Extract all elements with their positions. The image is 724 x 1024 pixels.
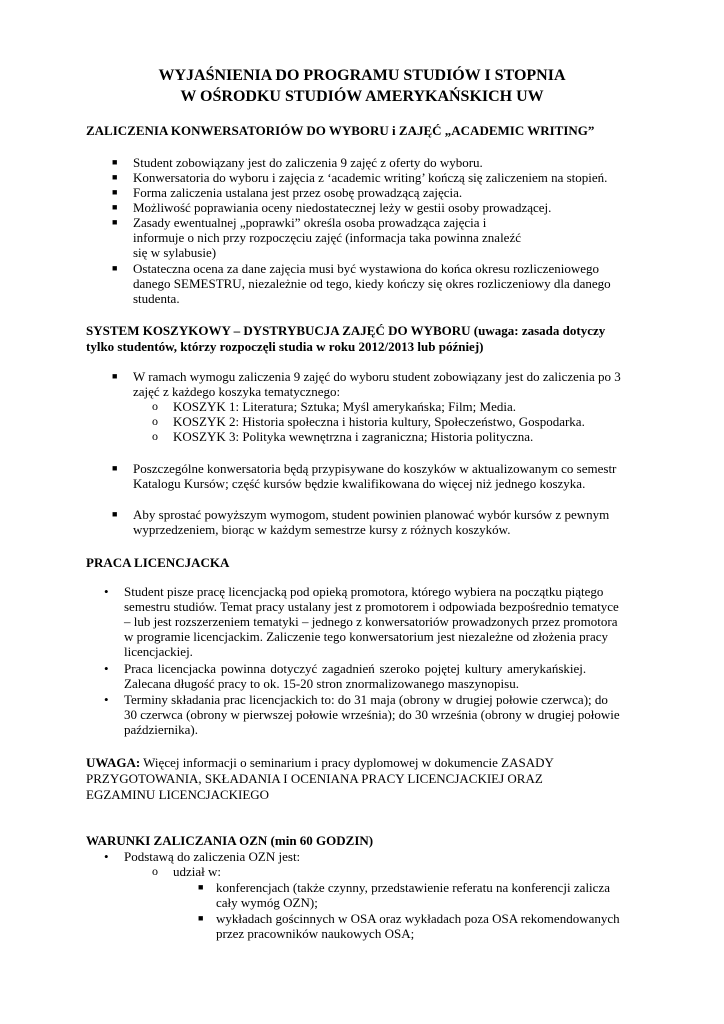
section-heading-electives: ZALICZENIA KONWERSATORIÓW DO WYBORU i ZAJĘĆ „ACADEMIC WRITING” [86, 123, 595, 138]
list-item-text: Poszczególne konwersatoria będą przypisywane do koszyków w aktualizowanym co semestr [133, 461, 617, 476]
round-bullet-icon: • [104, 849, 109, 864]
square-bullet-icon: ■ [112, 509, 118, 519]
document-title-line-2: W OŚRODKU STUDIÓW AMERYKAŃSKICH UW [180, 88, 544, 105]
square-bullet-icon: ■ [112, 371, 118, 381]
list-item-text: semestru studiów. Temat pracy ustalany jest z promotorem i odpowiada bezpośrednio tematyce [124, 599, 619, 614]
basket-item: KOSZYK 2: Historia społeczna i historia kultury, Społeczeństwo, Gospodarka. [173, 414, 585, 429]
list-item-text: Konwersatoria do wyboru i zajęcia z ‘academic writing’ kończą się zaliczeniem na stopień. [133, 170, 608, 185]
list-item-text: cały wymóg OZN); [216, 895, 318, 910]
square-bullet-icon: ■ [112, 463, 118, 473]
list-item-text: studenta. [133, 291, 180, 306]
list-item-text: Katalogu Kursów; część kursów będzie kwalifikowana do więcej niż jednego koszyka. [133, 476, 586, 491]
square-bullet-icon: ■ [198, 913, 204, 923]
list-item-text: w programie licencjackim. Zaliczenie tego konwersatorium jest niezależne od złożenia pracy [124, 629, 609, 644]
note-paragraph-line-2: PRZYGOTOWANIA, SKŁADANIA I OCENIANA PRACY LICENCJACKIEJ ORAZ [86, 771, 543, 786]
list-item-text: się w sylabusie) [133, 245, 217, 260]
round-bullet-icon: • [104, 661, 109, 676]
list-item-text: zajęć z każdego koszyka tematycznego: [133, 384, 341, 399]
list-item-text: Forma zaliczenia ustalana jest przez osobę prowadzącą zajęcia. [133, 185, 463, 200]
circle-bullet-icon: o [152, 414, 158, 428]
square-bullet-icon: ■ [112, 263, 118, 273]
list-item-text: udział w: [173, 864, 222, 879]
list-item-text: Zalecana długość pracy to ok. 15-20 stron znormalizowanego maszynopisu. [124, 676, 519, 691]
list-item-text: Ostateczna ocena za dane zajęcia musi być wystawiona do końca okresu rozliczeniowego [133, 261, 599, 276]
circle-bullet-icon: o [152, 429, 158, 443]
list-item-text: Zasady ewentualnej „poprawki” określa osoba prowadząca zajęcia i [133, 215, 487, 230]
list-item-text: 30 czerwca (obrony w pierwszej połowie września); do 30 września (obrony w drugiej połowie [124, 707, 620, 722]
note-paragraph-line-1 [86, 755, 554, 770]
section-heading-baskets-line-1: SYSTEM KOSZYKOWY – DYSTRYBUCJA ZAJĘĆ DO WYBORU (uwaga: zasada dotyczy [86, 323, 606, 338]
square-bullet-icon: ■ [112, 202, 118, 212]
square-bullet-icon: ■ [112, 157, 118, 167]
document-title-line-1: WYJAŚNIENIA DO PROGRAMU STUDIÓW I STOPNIA [158, 67, 566, 84]
note-label: UWAGA: [86, 755, 141, 770]
section-heading-baskets-line-2: tylko studentów, którzy rozpoczęli studia w roku 2012/2013 lub później) [86, 339, 484, 354]
square-bullet-icon: ■ [112, 187, 118, 197]
list-item-text: informuje o nich przy rozpoczęciu zajęć (informacja taka powinna znaleźć [133, 230, 521, 245]
basket-item: KOSZYK 3: Polityka wewnętrzna i zagraniczna; Historia polityczna. [173, 429, 534, 444]
list-item-text: Aby sprostać powyższym wymogom, student powinien planować wybór kursów z pewnym [133, 507, 610, 522]
round-bullet-icon: • [104, 692, 109, 707]
list-item-text: – lub jest rozszerzeniem tematyki – jednego z konwersatoriów prowadzonych przez promotora [124, 614, 618, 629]
list-item-text: przez pracowników naukowych OSA; [216, 926, 415, 941]
list-item-text: W ramach wymogu zaliczenia 9 zajęć do wyboru student zobowiązany jest do zaliczenia po 3 [133, 369, 621, 384]
section-heading-ozn: WARUNKI ZALICZANIA OZN (min 60 GODZIN) [86, 833, 374, 848]
note-paragraph-line-3: EGZAMINU LICENCJACKIEGO [86, 787, 270, 802]
list-item-text: danego SEMESTRU, niezależnie od tego, kiedy kończy się okres rozliczeniowy dla danego [133, 276, 611, 291]
list-item-text: Student pisze pracę licencjacką pod opieką promotora, którego wybiera na początku piątego [124, 584, 604, 599]
note-text: Więcej informacji o seminarium i pracy dyplomowej w dokumencie ZASADY [140, 755, 554, 770]
list-item-text: wykładach gościnnych w OSA oraz wykładach poza OSA rekomendowanych [216, 911, 620, 926]
circle-bullet-icon: o [152, 399, 158, 413]
list-item-text: Terminy składania prac licencjackich to: do 31 maja (obrony w drugiej połowie czerwca); do [124, 692, 608, 707]
list-item-text: Praca licencjacka powinna dotyczyć zagadnień szeroko pojętej kultury amerykańskiej. [124, 661, 587, 676]
list-item-text: Student zobowiązany jest do zaliczenia 9 zajęć z oferty do wyboru. [133, 155, 483, 170]
list-item-text: konferencjach (także czynny, przedstawienie referatu na konferencji zalicza [216, 880, 610, 895]
list-item-text: wyprzedzeniem, biorąc w każdym semestrze kursy z różnych koszyków. [133, 522, 511, 537]
list-item-text: Możliwość poprawiania oceny niedostatecznej leży w gestii osoby prowadzącej. [133, 200, 552, 215]
round-bullet-icon: • [104, 584, 109, 599]
list-item-text: Podstawą do zaliczenia OZN jest: [124, 849, 301, 864]
square-bullet-icon: ■ [112, 217, 118, 227]
square-bullet-icon: ■ [112, 172, 118, 182]
section-heading-thesis: PRACA LICENCJACKA [86, 555, 230, 570]
list-item-text: licencjackiej. [124, 644, 193, 659]
circle-bullet-icon: o [152, 864, 158, 878]
square-bullet-icon: ■ [198, 882, 204, 892]
basket-item: KOSZYK 1: Literatura; Sztuka; Myśl amerykańska; Film; Media. [173, 399, 516, 414]
list-item-text: października). [124, 722, 198, 737]
